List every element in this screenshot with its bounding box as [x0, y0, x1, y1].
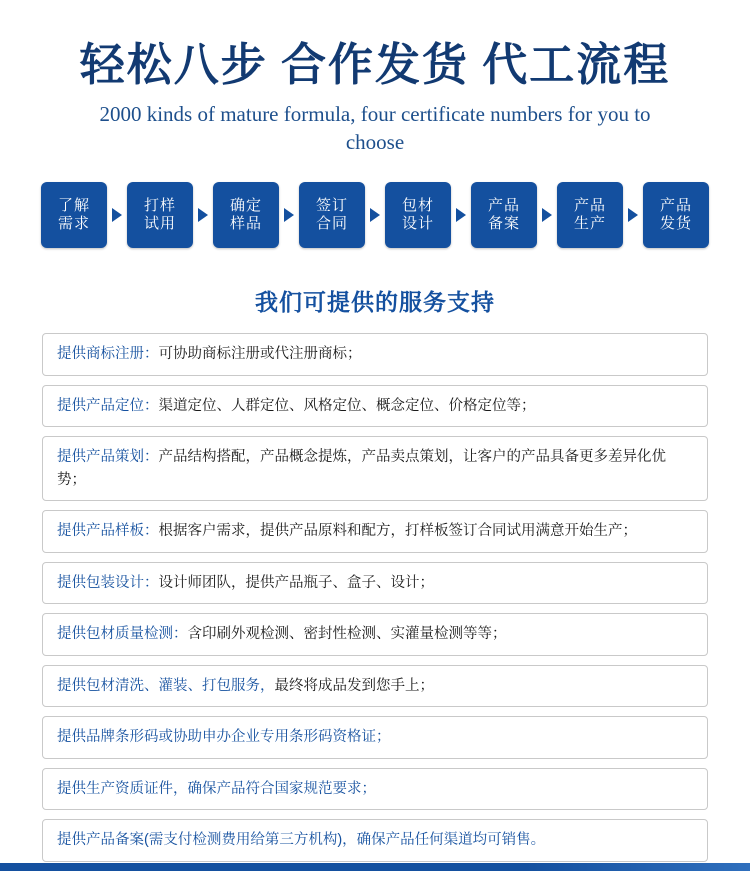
page-subtitle: 2000 kinds of mature formula, four certificate numbers for you to choose — [99, 101, 651, 155]
service-label: 提供产品备案(需支付检测费用给第三方机构)，确保产品任何渠道均可销售。 — [57, 832, 546, 849]
list-item — [42, 613, 708, 655]
step-1-line1: 了解 — [57, 196, 90, 214]
step-1-line2: 需求 — [57, 215, 90, 233]
service-text: 设计师团队，提供产品瓶子、盒子、设计； — [158, 574, 434, 591]
step-2-line2: 试用 — [143, 215, 176, 233]
service-label: 提供包材质量检测： — [57, 626, 188, 643]
arrow-right-icon-5 — [456, 208, 466, 222]
step-6-line2: 备案 — [487, 215, 520, 233]
process-steps — [0, 182, 750, 248]
arrow-right-icon-2 — [198, 208, 208, 222]
services-list — [0, 333, 750, 861]
service-label: 提供生产资质证件，确保产品符合国家规范要求； — [57, 780, 376, 797]
step-4-line2: 合同 — [315, 215, 348, 233]
service-label: 提供产品策划： — [57, 449, 159, 466]
page-title: 轻松八步 合作发货 代工流程 — [79, 40, 671, 90]
service-text: 可协助商标注册或代注册商标； — [158, 346, 362, 363]
list-item — [42, 562, 708, 604]
step-4 — [299, 182, 365, 248]
arrow-right-icon-1 — [112, 208, 122, 222]
list-item — [42, 819, 708, 861]
page-header — [0, 0, 750, 156]
service-text: 含印刷外观检测、密封性检测、实灌量检测等等； — [187, 626, 507, 643]
service-label: 提供商标注册： — [57, 346, 159, 363]
step-7-line2: 生产 — [573, 215, 606, 233]
list-item — [42, 333, 708, 375]
arrow-right-icon-3 — [284, 208, 294, 222]
step-5 — [385, 182, 451, 248]
step-8-line1: 产品 — [659, 196, 692, 214]
step-3 — [213, 182, 279, 248]
service-label: 提供包装设计： — [57, 574, 159, 591]
arrow-right-icon-7 — [628, 208, 638, 222]
list-item — [42, 665, 708, 707]
step-3-line2: 样品 — [229, 215, 262, 233]
service-text: 产品结构搭配，产品概念提炼，产品卖点策划，让客户的产品具备更多差异化优势； — [57, 449, 666, 488]
service-label: 提供包材清洗、灌装、打包服务， — [57, 677, 275, 694]
service-text: 根据客户需求，提供产品原料和配方，打样板签订合同试用满意开始生产； — [158, 523, 637, 540]
step-7 — [557, 182, 623, 248]
step-6-line1: 产品 — [487, 196, 520, 214]
list-item — [42, 385, 708, 427]
service-label: 提供产品定位： — [57, 397, 159, 414]
step-6 — [471, 182, 537, 248]
arrow-right-icon-6 — [542, 208, 552, 222]
step-7-line1: 产品 — [573, 196, 606, 214]
step-1 — [41, 182, 107, 248]
list-item — [42, 716, 708, 758]
list-item — [42, 436, 708, 501]
service-text: 渠道定位、人群定位、风格定位、概念定位、价格定位等； — [158, 397, 536, 414]
step-8 — [643, 182, 709, 248]
list-item — [42, 768, 708, 810]
step-2 — [127, 182, 193, 248]
step-5-line2: 设计 — [401, 215, 434, 233]
step-8-line2: 发货 — [659, 215, 692, 233]
step-2-line1: 打样 — [143, 196, 176, 214]
list-item — [42, 510, 708, 552]
service-label: 提供产品样板： — [57, 523, 159, 540]
step-5-line1: 包材 — [401, 196, 434, 214]
step-4-line1: 签订 — [315, 196, 348, 214]
service-text: 最终将成品发到您手上； — [274, 677, 434, 694]
services-heading: 我们可提供的服务支持 — [255, 289, 495, 316]
step-3-line1: 确定 — [229, 196, 262, 214]
bottom-accent-bar — [0, 863, 750, 871]
service-label: 提供品牌条形码或协助申办企业专用条形码资格证； — [57, 729, 391, 746]
arrow-right-icon-4 — [370, 208, 380, 222]
